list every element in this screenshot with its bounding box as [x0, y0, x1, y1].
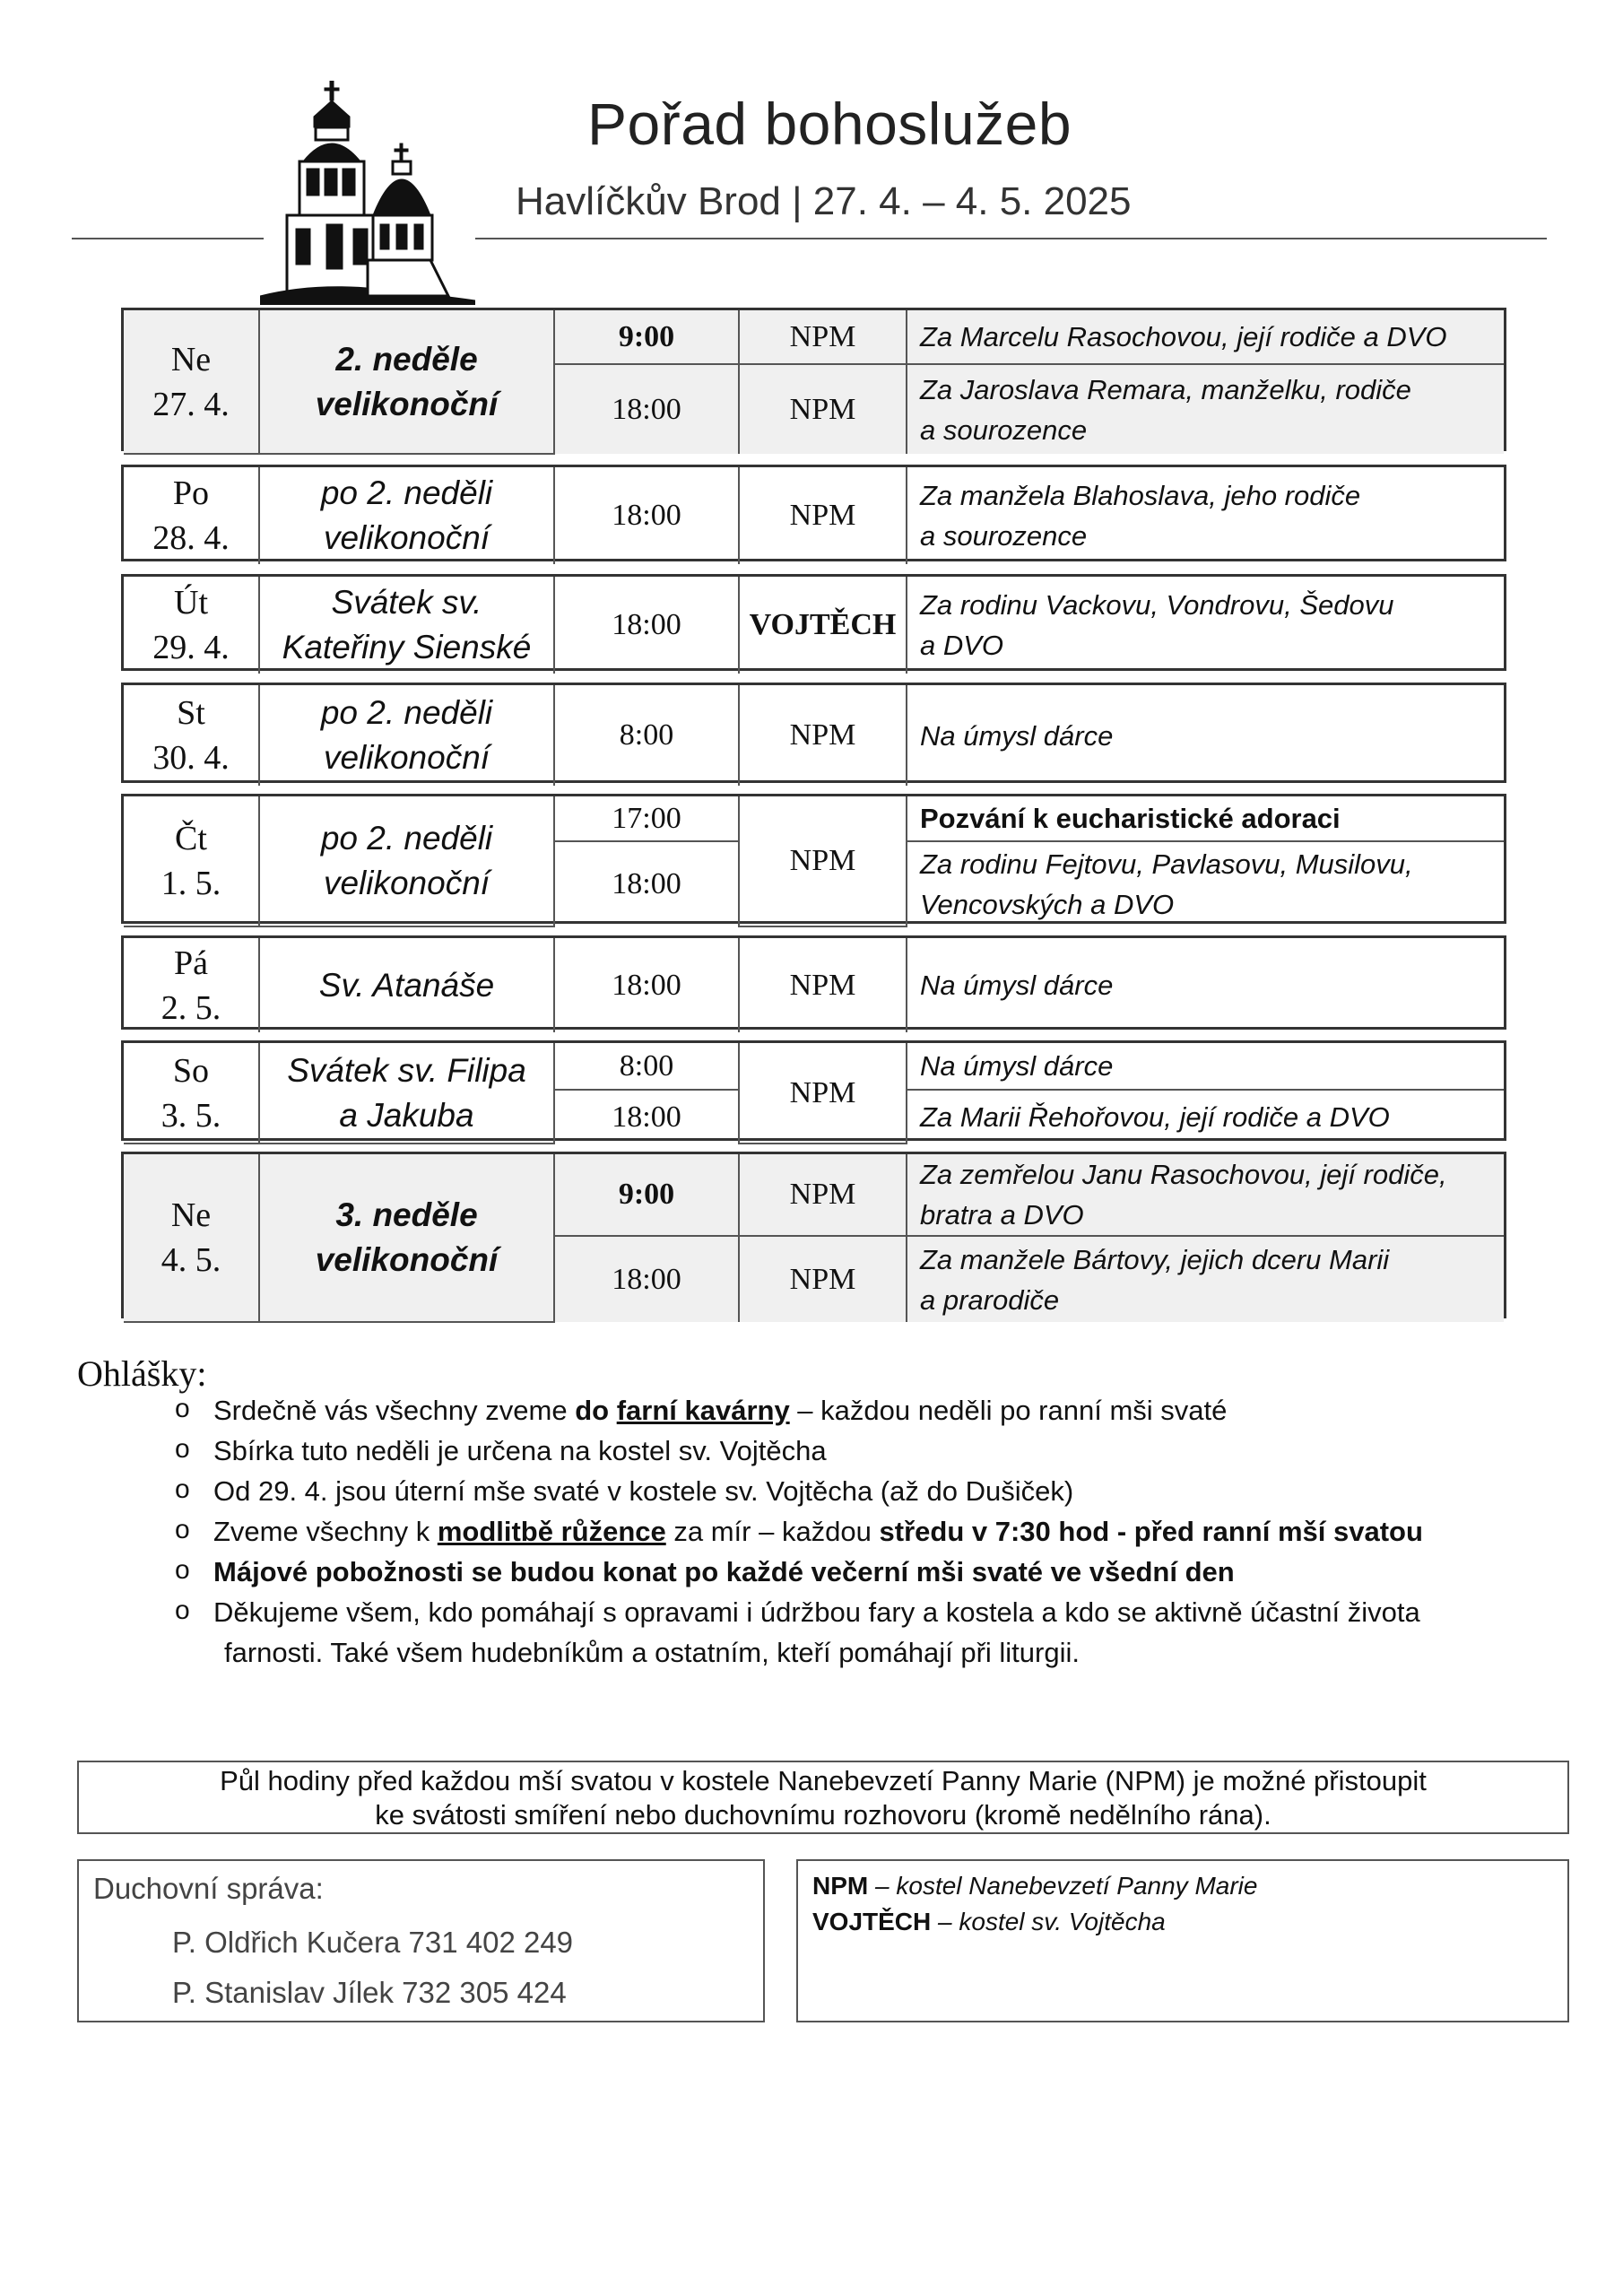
- intention-line: Na úmysl dárce: [920, 1050, 1114, 1082]
- service-intention: [907, 1236, 1504, 1322]
- bullet: o: [175, 1474, 190, 1504]
- legend-item-vojtech: VOJTĚCH – kostel sv. Vojtěcha: [812, 1908, 1166, 1935]
- announcement-part: Sbírka tuto neděli je určena na kostel sv. Vojtěcha: [213, 1435, 827, 1466]
- announcement-part: za mír – každou: [665, 1516, 880, 1547]
- service-row: [124, 938, 1504, 1032]
- service-time: 18:00: [554, 1236, 739, 1322]
- feast-cell: [259, 467, 554, 564]
- announcement-part: do: [575, 1395, 617, 1426]
- service-place: VOJTĚCH: [739, 577, 907, 674]
- intention-line: Na úmysl dárce: [920, 970, 1114, 1001]
- feast-line: 3. neděle: [335, 1196, 478, 1233]
- service-place: NPM: [739, 1154, 907, 1236]
- service-row: [124, 1154, 1504, 1236]
- service-row: [124, 1043, 1504, 1090]
- service-intention: [907, 685, 1504, 786]
- feast-cell: [259, 1154, 554, 1322]
- feast-cell: [259, 685, 554, 786]
- bullet: o: [175, 1515, 190, 1544]
- priest-1: P. Oldřich Kučera 731 402 249: [172, 1926, 574, 1959]
- service-time: 9:00: [554, 1154, 739, 1236]
- intention-line: a sourozence: [920, 413, 1088, 446]
- intention-line: Pozvání k eucharistické adoraci: [920, 803, 1341, 834]
- feast-line: Svátek sv. Filipa: [287, 1051, 526, 1089]
- feast-line: Sv. Atanáše: [318, 966, 495, 1004]
- day-block: [121, 574, 1506, 671]
- day-name: Út: [174, 584, 208, 622]
- intention-line: bratra a DVO: [920, 1199, 1084, 1231]
- day-block: [121, 1040, 1506, 1141]
- service-intention: [907, 577, 1504, 674]
- service-time: 18:00: [554, 364, 739, 454]
- legend-box: [796, 1859, 1569, 2022]
- feast-line: 2. neděle: [335, 340, 478, 378]
- day-date: 29. 4.: [152, 629, 230, 666]
- feast-line: Kateřiny Sienské: [282, 629, 532, 665]
- feast-cell: [259, 1043, 554, 1144]
- feast-line: velikonoční: [323, 519, 490, 556]
- service-place: NPM: [739, 938, 907, 1032]
- church-logo: [260, 81, 475, 305]
- service-intention: [907, 938, 1504, 1032]
- bullet: o: [175, 1434, 190, 1464]
- announcement-part: Děkujeme všem, kdo pomáhají s opravami i údržbou fary a kostela a kdo se aktivně účastní života: [213, 1596, 1420, 1628]
- intention-line: Na úmysl dárce: [920, 719, 1114, 752]
- intention-line: a DVO: [920, 630, 1004, 661]
- service-intention: [907, 310, 1504, 364]
- feast-cell: [259, 796, 554, 926]
- contacts-label: Duchovní správa:: [93, 1872, 324, 1905]
- feast-line: velikonoční: [315, 1241, 499, 1278]
- feast-line: velikonoční: [323, 865, 490, 901]
- day-block: [121, 683, 1506, 783]
- intention-line: Za Marii Řehořovou, její rodiče a DVO: [920, 1101, 1390, 1133]
- day-cell: [124, 310, 259, 454]
- announcement-part: farní kavárny: [616, 1395, 790, 1426]
- service-time: 8:00: [554, 1043, 739, 1090]
- feast-cell: [259, 310, 554, 454]
- day-cell: [124, 1043, 259, 1144]
- announcement-item: [213, 1471, 1532, 1511]
- confession-line-1: Půl hodiny před každou mší svatou v kostele Nanebevzetí Panny Marie (NPM) je možné přistoupit: [220, 1765, 1427, 1796]
- bullet: o: [175, 1555, 190, 1585]
- bullet: o: [175, 1394, 190, 1423]
- service-row: [124, 685, 1504, 786]
- service-row: [124, 310, 1504, 364]
- service-time: 18:00: [554, 1090, 739, 1144]
- service-time: 8:00: [554, 685, 739, 786]
- service-time: 18:00: [554, 841, 739, 926]
- page-title: Pořad bohoslužeb: [587, 91, 1072, 157]
- service-row: [124, 577, 1504, 674]
- intention-line: Vencovských a DVO: [920, 889, 1175, 920]
- contacts-box: [77, 1859, 765, 2022]
- announcement-part: modlitbě růžence: [437, 1516, 666, 1547]
- service-place: NPM: [739, 796, 907, 926]
- header-rule-right: [475, 238, 1547, 239]
- service-place: NPM: [739, 310, 907, 364]
- day-date: 30. 4.: [152, 739, 230, 777]
- announcement-part: Zveme všechny k: [213, 1516, 438, 1547]
- day-cell: [124, 796, 259, 926]
- day-name: Ne: [170, 340, 212, 378]
- intention-line: a sourozence: [920, 520, 1088, 552]
- service-intention: [907, 467, 1504, 564]
- day-name: Ne: [170, 1196, 212, 1234]
- day-name: So: [172, 1051, 210, 1090]
- announcement-part: Od 29. 4. jsou úterní mše svaté v kostele sv. Vojtěcha (až do Dušiček): [213, 1475, 1074, 1507]
- day-name: Po: [172, 474, 210, 512]
- day-name: St: [177, 694, 205, 732]
- feast-cell: [259, 938, 554, 1032]
- feast-line: Svátek sv.: [331, 584, 482, 621]
- day-cell: [124, 685, 259, 786]
- day-name: Pá: [174, 944, 208, 982]
- day-date: 2. 5.: [161, 988, 221, 1027]
- legend-item-npm: NPM – kostel Nanebevzetí Panny Marie: [812, 1872, 1258, 1900]
- service-place: NPM: [739, 364, 907, 454]
- service-row: [124, 796, 1504, 841]
- day-block: [121, 465, 1506, 561]
- announcement-item: [213, 1592, 1532, 1673]
- day-date: 4. 5.: [161, 1241, 221, 1279]
- day-block: [121, 935, 1506, 1030]
- priest-2: P. Stanislav Jílek 732 305 424: [172, 1976, 567, 2009]
- announcements-title: Ohlášky:: [77, 1353, 207, 1394]
- service-intention: [907, 364, 1504, 454]
- day-date: 1. 5.: [161, 865, 221, 902]
- intention-line: a prarodiče: [920, 1283, 1060, 1316]
- intention-line: Za Jaroslava Remara, manželku, rodiče: [920, 373, 1411, 405]
- announcement-item: [213, 1431, 1532, 1471]
- feast-line: velikonoční: [323, 739, 490, 776]
- service-intention: [907, 1154, 1504, 1236]
- service-intention: [907, 1043, 1504, 1090]
- announcement-item: [213, 1511, 1532, 1552]
- intention-line: Za manžele Bártovy, jejich dceru Marii: [920, 1243, 1390, 1275]
- intention-line: Za rodinu Fejtovu, Pavlasovu, Musilovu,: [920, 848, 1413, 880]
- service-row: [124, 467, 1504, 564]
- service-place: NPM: [739, 467, 907, 564]
- feast-line: po 2. neděli: [320, 694, 493, 731]
- service-time: 18:00: [554, 938, 739, 1032]
- announcement-part: farnosti. Také všem hudebníkům a ostatním, kteří pomáhají při liturgii.: [224, 1637, 1080, 1668]
- day-cell: [124, 1154, 259, 1322]
- feast-line: velikonoční: [315, 385, 499, 422]
- confession-box: [77, 1761, 1569, 1834]
- feast-line: a Jakuba: [339, 1096, 474, 1134]
- announcement-part: středu v 7:30 hod - před ranní mší svatou: [879, 1516, 1423, 1547]
- day-date: 3. 5.: [161, 1096, 221, 1135]
- service-place: NPM: [739, 1236, 907, 1322]
- bullet: o: [175, 1596, 190, 1625]
- day-cell: [124, 577, 259, 674]
- day-name: Čt: [175, 820, 207, 857]
- day-block: [121, 1152, 1506, 1318]
- day-cell: [124, 467, 259, 564]
- announcement-part: Srdečně vás všechny zveme: [213, 1395, 576, 1426]
- intention-line: Za zemřelou Janu Rasochovou, její rodiče,: [920, 1159, 1447, 1190]
- intention-line: Za manžela Blahoslava, jeho rodiče: [920, 480, 1361, 511]
- confession-line-2: ke svátosti smíření nebo duchovnímu rozhovoru (kromě nedělního rána).: [375, 1799, 1271, 1831]
- announcement-part: Májové pobožnosti se budou konat po každé večerní mši svaté ve všední den: [213, 1556, 1235, 1587]
- service-time: 17:00: [554, 796, 739, 841]
- day-block: [121, 308, 1506, 451]
- day-date: 28. 4.: [152, 519, 230, 557]
- announcement-item: [213, 1390, 1532, 1431]
- day-cell: [124, 938, 259, 1032]
- day-block: [121, 794, 1506, 924]
- service-time: 18:00: [554, 467, 739, 564]
- service-intention: [907, 1090, 1504, 1144]
- service-time: 18:00: [554, 577, 739, 674]
- intention-line: Za rodinu Vackovu, Vondrovu, Šedovu: [920, 589, 1394, 621]
- service-place: NPM: [739, 1043, 907, 1144]
- service-intention: [907, 841, 1504, 926]
- page-subtitle: Havlíčkův Brod | 27. 4. – 4. 5. 2025: [516, 179, 1132, 223]
- service-intention: [907, 796, 1504, 841]
- feast-cell: [259, 577, 554, 674]
- announcement-part: – každou neděli po ranní mši svaté: [789, 1395, 1228, 1426]
- feast-line: po 2. neděli: [320, 820, 493, 857]
- service-time: 9:00: [554, 310, 739, 364]
- intention-line: Za Marcelu Rasochovou, její rodiče a DVO: [920, 321, 1447, 352]
- announcement-item: [213, 1552, 1532, 1592]
- feast-line: po 2. neděli: [320, 474, 493, 511]
- service-place: NPM: [739, 685, 907, 786]
- header-rule-left: [72, 238, 264, 239]
- day-date: 27. 4.: [152, 385, 230, 423]
